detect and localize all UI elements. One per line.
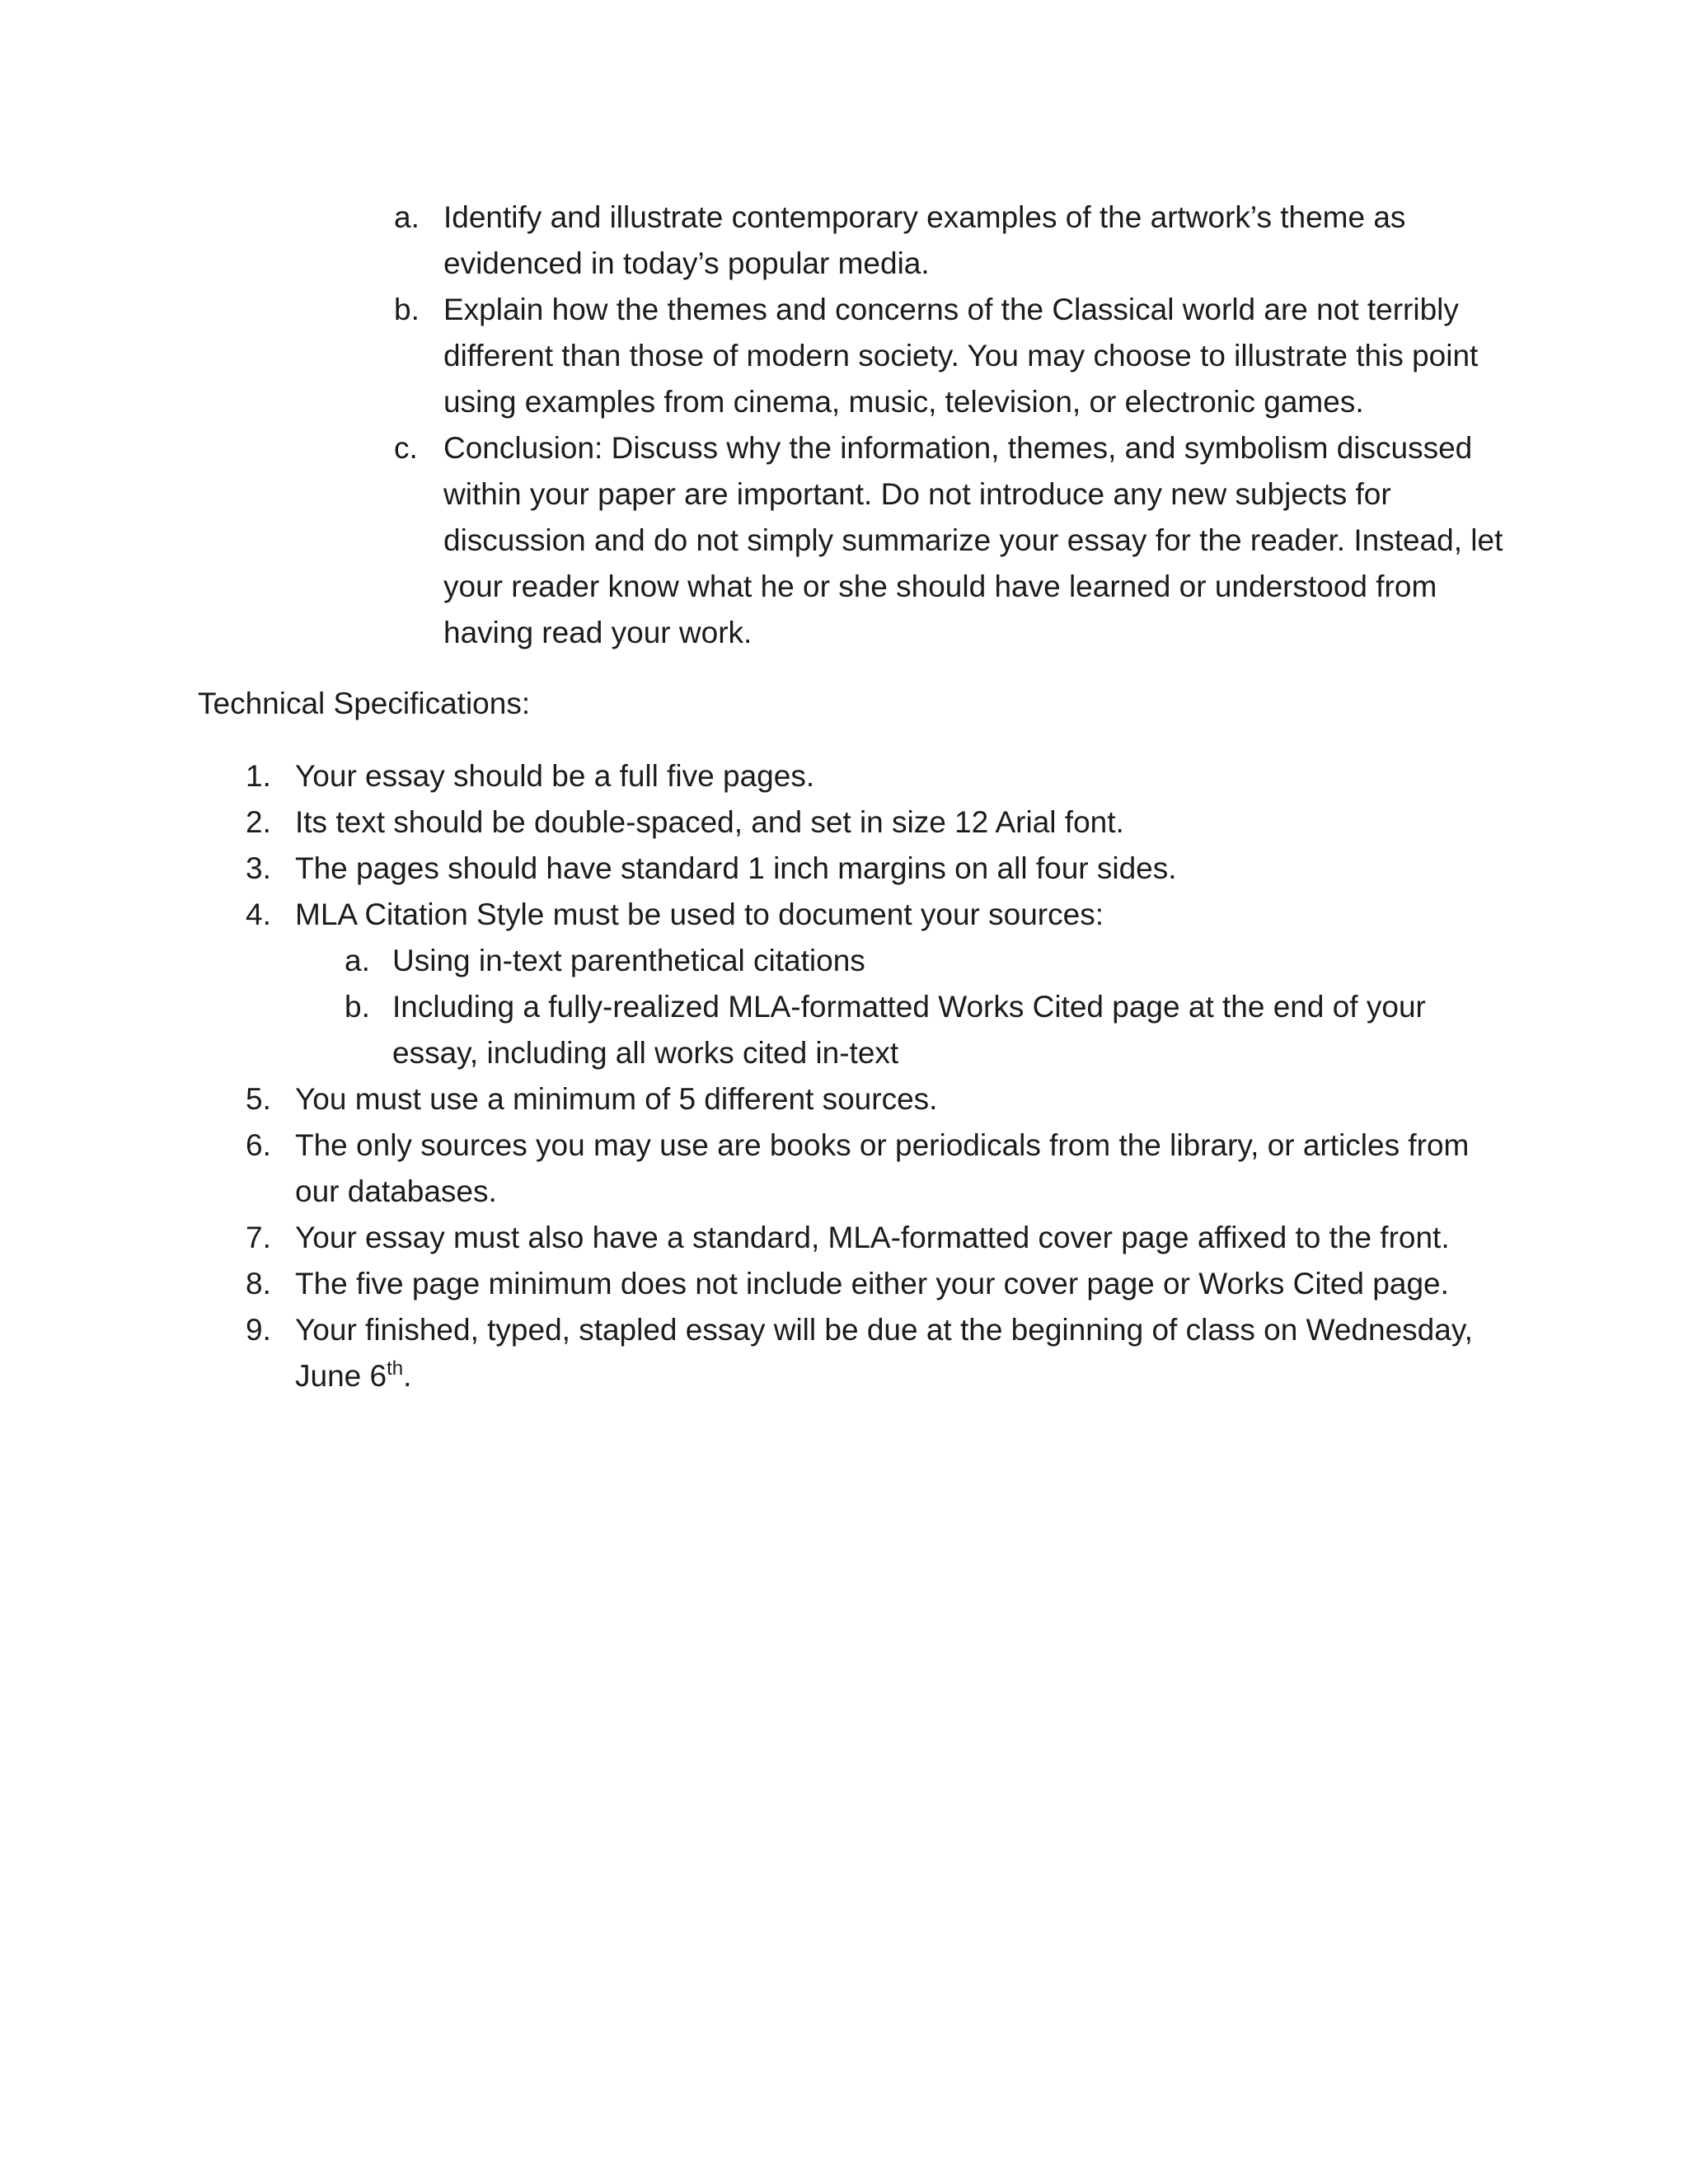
list-item [394,287,1515,425]
list-item-text: Conclusion: Discuss why the information, themes, and symbolism discussed within your paper are important. Do not introduce any new subjects for discussion and do not simply summarize your essay for the reader. Instead, let your reader know what he or she should have learned or understood from having read your work. [443,431,1503,649]
citation-sublist [345,938,1515,1076]
list-item-text: Including a fully-realized MLA-formatted Works Cited page at the end of your essay, including all works cited in-text [392,990,1426,1070]
list-item [246,799,1515,846]
list-marker: a. [345,944,370,977]
list-item [394,425,1515,656]
ordinal-suffix: th [387,1357,404,1380]
list-marker: 6. [246,1128,271,1162]
list-item [246,846,1515,892]
list-marker: 3. [246,851,271,885]
list-item [246,1307,1515,1399]
list-item-text: Your essay must also have a standard, MLA-formatted cover page affixed to the front. [295,1221,1450,1254]
list-item [246,892,1515,1076]
list-marker: c. [394,431,418,465]
list-item-text: The five page minimum does not include either your cover page or Works Cited page. [295,1267,1449,1301]
list-item-text: The only sources you may use are books or periodicals from the library, or articles from our databases. [295,1128,1470,1208]
list-item [246,1122,1515,1215]
list-item-text: You must use a minimum of 5 different sources. [295,1082,938,1116]
list-item [246,1076,1515,1122]
section-heading: Technical Specifications: [198,687,531,720]
list-item [246,1261,1515,1307]
list-marker: 7. [246,1221,271,1254]
list-marker: 2. [246,805,271,839]
list-item-text: MLA Citation Style must be used to document your sources: [295,898,1104,931]
technical-specifications-list [246,753,1515,1399]
list-marker: a. [394,200,420,234]
list-item-text: The pages should have standard 1 inch margins on all four sides. [295,851,1177,885]
list-marker: b. [345,990,370,1024]
list-marker: 8. [246,1267,271,1301]
sublist-item [345,938,1515,984]
list-item-text [295,1307,1515,1399]
list-item [246,753,1515,799]
sentence-end: . [403,1359,412,1393]
theme-discussion-list [394,194,1515,656]
list-item [394,194,1515,287]
list-item-text: Its text should be double-spaced, and set in size 12 Arial font. [295,805,1124,839]
list-item-text: Identify and illustrate contemporary examples of the artwork’s theme as evidenced in today’s popular media. [443,200,1406,280]
due-date-text: Your finished, typed, stapled essay will be due at the beginning of class on Wednesday, June 6 [295,1313,1473,1393]
list-marker: 5. [246,1082,271,1116]
list-marker: 1. [246,759,271,793]
list-marker: 9. [246,1313,271,1347]
list-item-text: Explain how the themes and concerns of the Classical world are not terribly different than those of modern society. You may choose to illustrate this point using examples from cinema, music, television, or electronic games. [443,293,1479,419]
list-marker: 4. [246,898,271,931]
sublist-item [345,984,1515,1076]
list-item-text: Your essay should be a full five pages. [295,759,815,793]
list-marker: b. [394,293,420,326]
list-item-text: Using in-text parenthetical citations [392,944,865,977]
list-item [246,1215,1515,1261]
